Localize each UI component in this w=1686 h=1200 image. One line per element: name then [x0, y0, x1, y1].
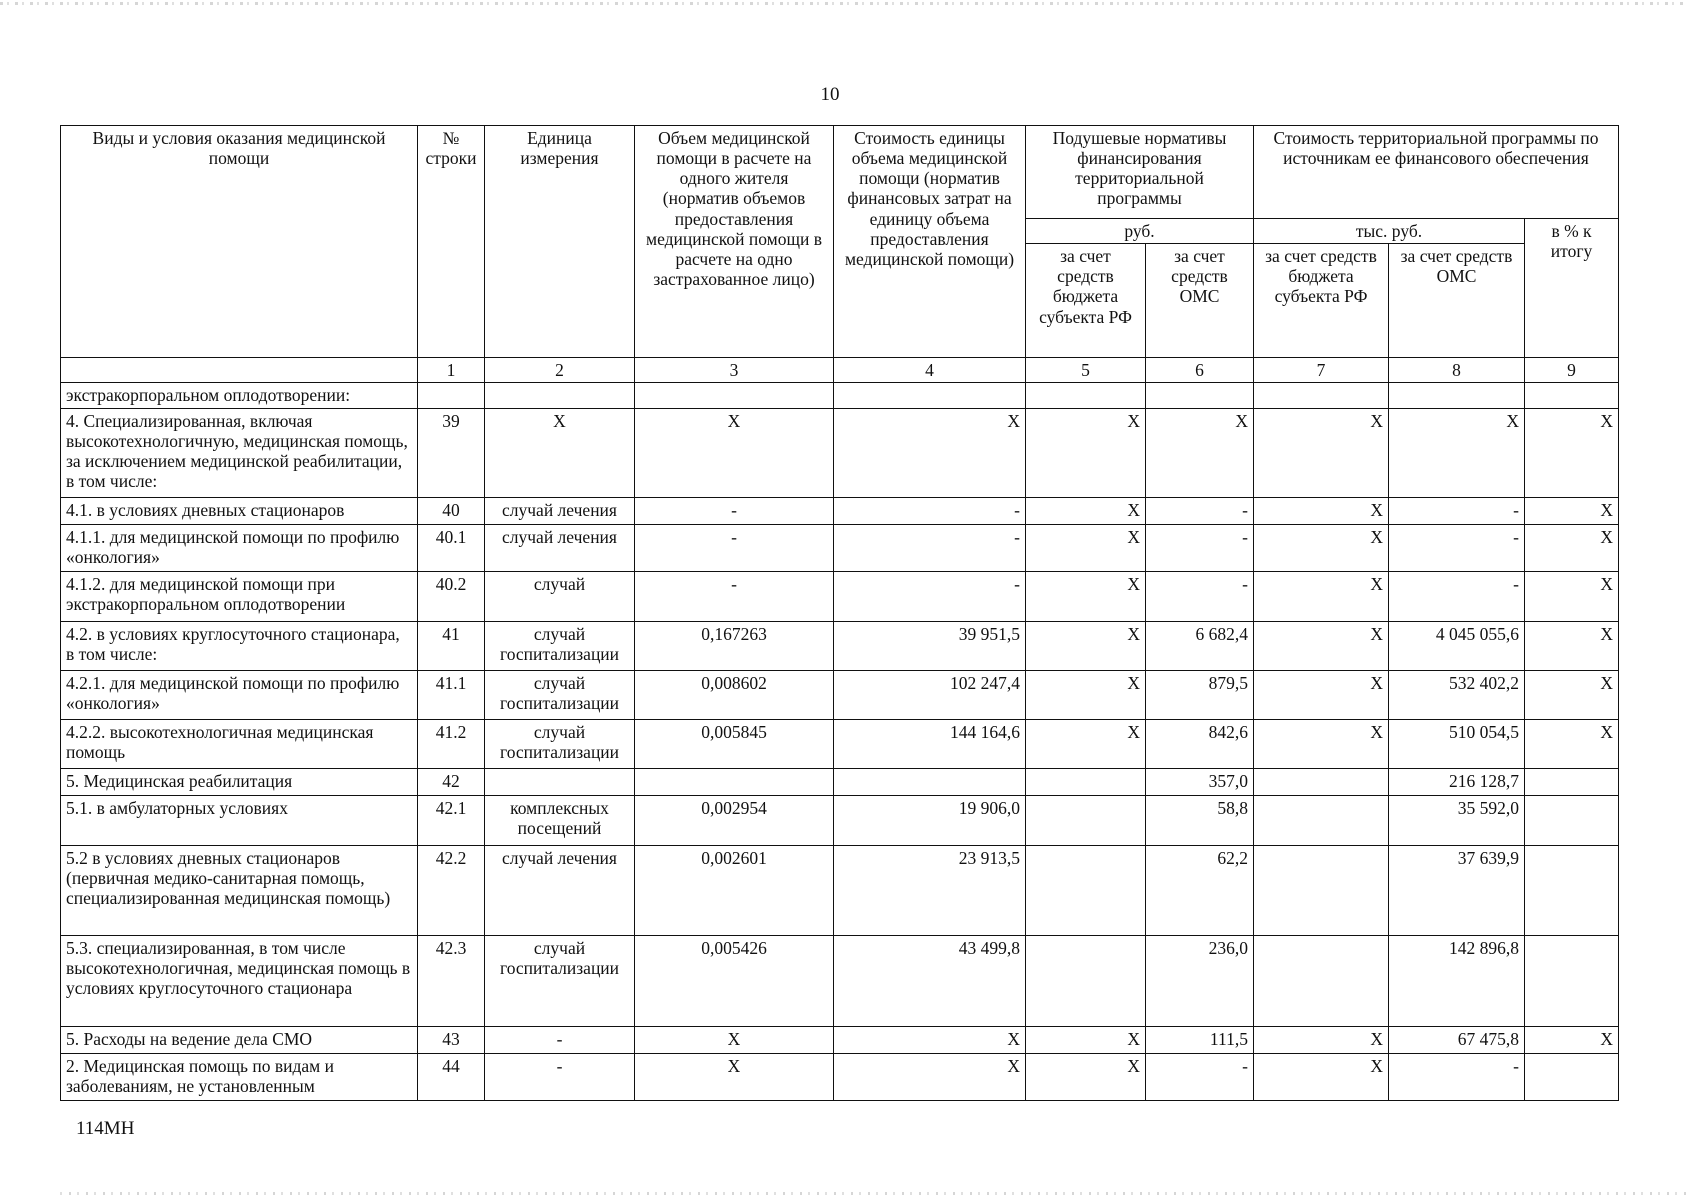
row-col8: 35 592,0	[1389, 796, 1525, 845]
row-col6: 842,6	[1146, 720, 1254, 769]
table-row	[61, 720, 1619, 769]
col-number: 8	[1389, 358, 1525, 383]
row-cost: 144 164,6	[834, 720, 1026, 769]
row-col6: -	[1146, 1053, 1254, 1100]
row-col7: X	[1254, 497, 1389, 524]
row-cost: 19 906,0	[834, 796, 1026, 845]
row-volume: X	[635, 1053, 834, 1100]
row-col6: 357,0	[1146, 769, 1254, 796]
row-col7	[1254, 769, 1389, 796]
table-row	[61, 383, 1619, 408]
row-col6: -	[1146, 572, 1254, 621]
row-no: 42.1	[418, 796, 485, 845]
row-col9: X	[1525, 621, 1619, 670]
row-col8: 510 054,5	[1389, 720, 1525, 769]
row-cost: X	[834, 1053, 1026, 1100]
row-col8: -	[1389, 497, 1525, 524]
row-no: 40.1	[418, 525, 485, 572]
row-no: 41	[418, 621, 485, 670]
row-col7: X	[1254, 408, 1389, 497]
row-unit: случай госпитализации	[485, 720, 635, 769]
row-col9	[1525, 845, 1619, 935]
table-row	[61, 845, 1619, 935]
row-col7	[1254, 383, 1389, 408]
table-row	[61, 796, 1619, 845]
row-name: 4.2. в условиях круглосуточного стационара, в том числе:	[61, 621, 418, 670]
row-no: 39	[418, 408, 485, 497]
row-unit: случай	[485, 572, 635, 621]
col-number: 7	[1254, 358, 1389, 383]
row-col5: X	[1026, 670, 1146, 719]
row-no: 42	[418, 769, 485, 796]
row-col5: X	[1026, 621, 1146, 670]
row-col5	[1026, 845, 1146, 935]
row-no: 44	[418, 1053, 485, 1100]
table-row	[61, 936, 1619, 1026]
row-unit: -	[485, 1053, 635, 1100]
row-name: 2. Медицинская помощь по видам и заболеваниям, не установленным	[61, 1053, 418, 1100]
row-unit: случай лечения	[485, 845, 635, 935]
col-number: 3	[635, 358, 834, 383]
row-col6: -	[1146, 497, 1254, 524]
header-cost: Стоимость единицы объема медицинской помощи (норматив финансовых затрат на единицу объема предоставления медицинской помощи)	[834, 126, 1026, 358]
row-cost: -	[834, 525, 1026, 572]
col-number	[61, 358, 418, 383]
row-col9	[1525, 796, 1619, 845]
row-volume: 0,005845	[635, 720, 834, 769]
scan-edge-bottom	[60, 1192, 1686, 1195]
header-program-cost: Стоимость территориальной программы по источникам ее финансового обеспечения	[1254, 126, 1619, 219]
row-no	[418, 383, 485, 408]
row-col5	[1026, 796, 1146, 845]
row-no: 42.3	[418, 936, 485, 1026]
header-per-capita: Подушевые нормативы финансирования территориальной программы	[1026, 126, 1254, 219]
table-row	[61, 670, 1619, 719]
table-row	[61, 572, 1619, 621]
row-col7: X	[1254, 720, 1389, 769]
row-col8: 532 402,2	[1389, 670, 1525, 719]
row-col5: X	[1026, 1053, 1146, 1100]
row-volume: 0,008602	[635, 670, 834, 719]
row-col5: X	[1026, 525, 1146, 572]
row-col5: X	[1026, 572, 1146, 621]
col-number: 4	[834, 358, 1026, 383]
row-col8	[1389, 383, 1525, 408]
row-volume	[635, 769, 834, 796]
row-volume: X	[635, 408, 834, 497]
row-volume	[635, 383, 834, 408]
row-col6: 111,5	[1146, 1026, 1254, 1053]
program-cost-table	[60, 125, 1619, 1101]
row-col6: 62,2	[1146, 845, 1254, 935]
row-col9	[1525, 1053, 1619, 1100]
footer-code: 114МН	[76, 1118, 135, 1139]
row-col5: X	[1026, 497, 1146, 524]
row-col8: 67 475,8	[1389, 1026, 1525, 1053]
row-volume: -	[635, 497, 834, 524]
row-col7: X	[1254, 1026, 1389, 1053]
row-cost: 43 499,8	[834, 936, 1026, 1026]
row-name: 4.2.2. высокотехнологичная медицинская помощь	[61, 720, 418, 769]
row-unit: случай госпитализации	[485, 621, 635, 670]
row-col9: X	[1525, 408, 1619, 497]
row-no: 40.2	[418, 572, 485, 621]
row-col6: 6 682,4	[1146, 621, 1254, 670]
page-number: 10	[820, 84, 840, 105]
row-col9	[1525, 936, 1619, 1026]
row-col5	[1026, 769, 1146, 796]
row-name: 5.1. в амбулаторных условиях	[61, 796, 418, 845]
header-budget-rf-7: за счет средств бюджета субъекта РФ	[1254, 244, 1389, 358]
row-cost	[834, 383, 1026, 408]
row-col5: X	[1026, 720, 1146, 769]
row-no: 43	[418, 1026, 485, 1053]
row-col8: X	[1389, 408, 1525, 497]
row-col9	[1525, 383, 1619, 408]
row-unit: случай госпитализации	[485, 670, 635, 719]
header-volume: Объем медицинской помощи в расчете на одного жителя (норматив объемов предоставления медицинской помощи в расчете на одно застрахованное лицо)	[635, 126, 834, 358]
col-number: 6	[1146, 358, 1254, 383]
row-col8: 4 045 055,6	[1389, 621, 1525, 670]
col-number: 9	[1525, 358, 1619, 383]
scan-edge-top	[0, 2, 1686, 5]
row-name: 4.2.1. для медицинской помощи по профилю «онкология»	[61, 670, 418, 719]
row-col9: X	[1525, 720, 1619, 769]
row-unit: случай госпитализации	[485, 936, 635, 1026]
row-cost: 23 913,5	[834, 845, 1026, 935]
row-volume: 0,005426	[635, 936, 834, 1026]
row-col9: X	[1525, 497, 1619, 524]
row-name: 4.1.1. для медицинской помощи по профилю «онкология»	[61, 525, 418, 572]
row-col9: X	[1525, 1026, 1619, 1053]
col-number: 5	[1026, 358, 1146, 383]
row-col6: 879,5	[1146, 670, 1254, 719]
header-thous-rub: тыс. руб.	[1254, 219, 1525, 244]
row-volume: 0,002954	[635, 796, 834, 845]
row-name: 5. Медицинская реабилитация	[61, 769, 418, 796]
row-col5: X	[1026, 1026, 1146, 1053]
row-name: 4. Специализированная, включая высокотехнологичную, медицинская помощь, за исключением медицинской реабилитации, в том числе:	[61, 408, 418, 497]
row-cost: 39 951,5	[834, 621, 1026, 670]
row-cost: X	[834, 408, 1026, 497]
header-budget-rf: за счет средств бюджета субъекта РФ	[1026, 244, 1146, 358]
table-row	[61, 497, 1619, 524]
row-unit: комплексных посещений	[485, 796, 635, 845]
row-name: экстракорпоральном оплодотворении:	[61, 383, 418, 408]
row-col6: 236,0	[1146, 936, 1254, 1026]
row-unit: X	[485, 408, 635, 497]
row-name: 5. Расходы на ведение дела СМО	[61, 1026, 418, 1053]
row-col8: 216 128,7	[1389, 769, 1525, 796]
row-col5	[1026, 936, 1146, 1026]
row-name: 5.2 в условиях дневных стационаров (первичная медико-санитарная помощь, специализированная медицинская помощь)	[61, 845, 418, 935]
row-col7: X	[1254, 670, 1389, 719]
row-unit: случай лечения	[485, 497, 635, 524]
row-no: 42.2	[418, 845, 485, 935]
row-unit	[485, 769, 635, 796]
row-cost: -	[834, 572, 1026, 621]
row-col6: X	[1146, 408, 1254, 497]
row-col9: X	[1525, 525, 1619, 572]
table-row	[61, 408, 1619, 497]
row-volume: X	[635, 1026, 834, 1053]
row-col8: 37 639,9	[1389, 845, 1525, 935]
row-cost	[834, 769, 1026, 796]
row-col9: X	[1525, 670, 1619, 719]
header-oms: за счет средств ОМС	[1146, 244, 1254, 358]
row-col9: X	[1525, 572, 1619, 621]
row-no: 41.2	[418, 720, 485, 769]
row-cost: 102 247,4	[834, 670, 1026, 719]
table-row	[61, 621, 1619, 670]
row-col6: -	[1146, 525, 1254, 572]
row-volume: -	[635, 525, 834, 572]
col-number: 2	[485, 358, 635, 383]
row-cost: -	[834, 497, 1026, 524]
row-col8: -	[1389, 1053, 1525, 1100]
header-kind: Виды и условия оказания медицинской помощи	[61, 126, 418, 358]
row-col7	[1254, 845, 1389, 935]
row-col7: X	[1254, 1053, 1389, 1100]
row-col6: 58,8	[1146, 796, 1254, 845]
row-unit	[485, 383, 635, 408]
header-pct-total: в % к итогу	[1525, 219, 1619, 358]
row-col6	[1146, 383, 1254, 408]
row-name: 5.3. специализированная, в том числе высокотехнологичная, медицинская помощь в условиях круглосуточного стационара	[61, 936, 418, 1026]
row-unit: -	[485, 1026, 635, 1053]
header-row-no: № строки	[418, 126, 485, 358]
row-col5	[1026, 383, 1146, 408]
header-unit: Единица измерения	[485, 126, 635, 358]
col-number: 1	[418, 358, 485, 383]
row-no: 40	[418, 497, 485, 524]
table-row	[61, 525, 1619, 572]
row-col7	[1254, 936, 1389, 1026]
row-col8: 142 896,8	[1389, 936, 1525, 1026]
row-no: 41.1	[418, 670, 485, 719]
header-rub: руб.	[1026, 219, 1254, 244]
row-col7: X	[1254, 525, 1389, 572]
row-name: 4.1. в условиях дневных стационаров	[61, 497, 418, 524]
row-col9	[1525, 769, 1619, 796]
header-oms-8: за счет средств ОМС	[1389, 244, 1525, 358]
row-col5: X	[1026, 408, 1146, 497]
table-row	[61, 769, 1619, 796]
row-volume: 0,002601	[635, 845, 834, 935]
row-volume: -	[635, 572, 834, 621]
row-col7: X	[1254, 572, 1389, 621]
row-col7: X	[1254, 621, 1389, 670]
table-row	[61, 1026, 1619, 1053]
row-col8: -	[1389, 525, 1525, 572]
row-unit: случай лечения	[485, 525, 635, 572]
row-col7	[1254, 796, 1389, 845]
row-name: 4.1.2. для медицинской помощи при экстракорпоральном оплодотворении	[61, 572, 418, 621]
table-row	[61, 1053, 1619, 1100]
row-volume: 0,167263	[635, 621, 834, 670]
row-col8: -	[1389, 572, 1525, 621]
row-cost: X	[834, 1026, 1026, 1053]
